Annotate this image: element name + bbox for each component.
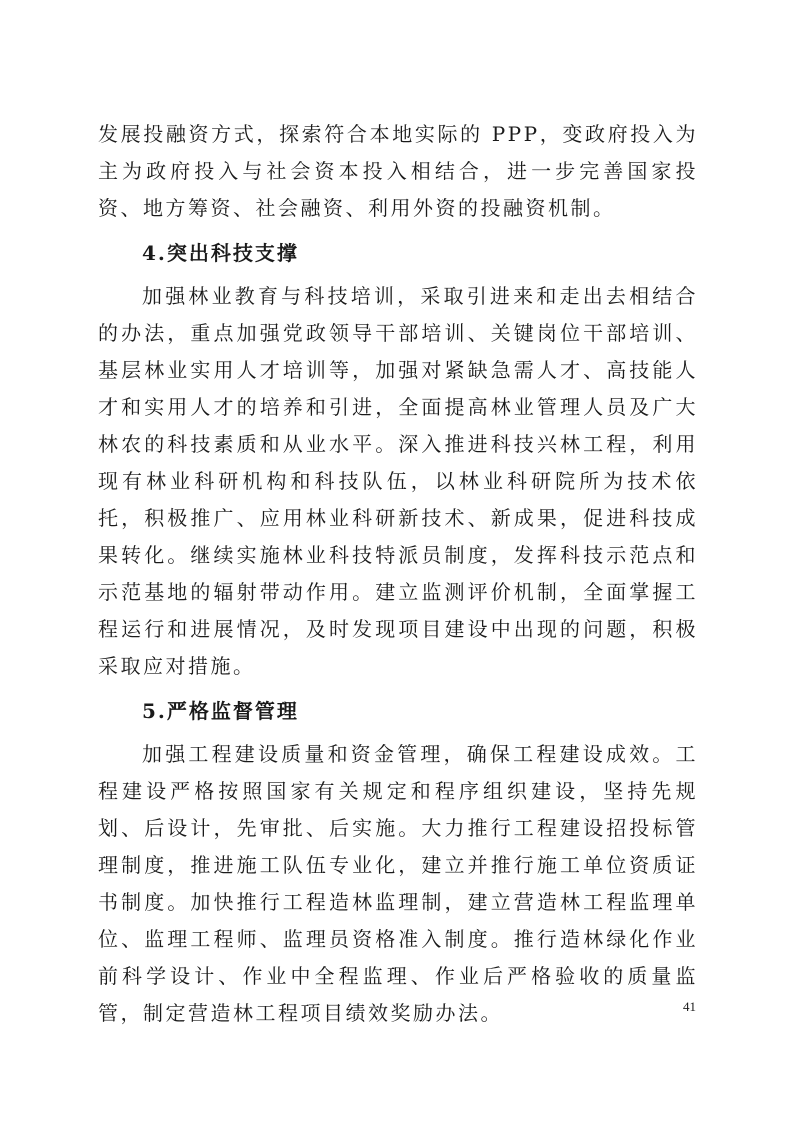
section-heading-tech-support: 4.突出科技支撑 <box>142 241 299 265</box>
page-number: 41 <box>683 999 696 1014</box>
paragraph-supervision: 加强工程建设质量和资金管理，确保工程建设成效。工程建设严格按照国家有关规定和程序组织建设，坚持先规划、后设计，先审批、后实施。大力推行工程建设招投标管理制度，推进施工队伍专业化，建立并推行施工单位资质证书制度。加快推行工程造林监理制，建立营造林工程监理单位、监理工程师、监理员资格准入制度。推行造林绿化作业前科学设计、作业中全程监理、作业后严格验收的质量监管，制定营造林工程项目绩效奖励办法。 <box>98 742 698 1025</box>
paragraph-investment-financing: 发展投融资方式，探索符合本地实际的 PPP，变政府投入为主为政府投入与社会资本投入相结合，进一步完善国家投资、地方筹资、社会融资、利用外资的投融资机制。 <box>98 122 698 220</box>
paragraph-tech-support: 加强林业教育与科技培训，采取引进来和走出去相结合的办法，重点加强党政领导干部培训、关键岗位干部培训、基层林业实用人才培训等，加强对紧缺急需人才、高技能人才和实用人才的培养和引进，全面提高林业管理人员及广大林农的科技素质和从业水平。深入推进科技兴林工程，利用现有林业科研机构和科技队伍，以林业科研院所为技术依托，积极推广、应用林业科研新技术、新成果，促进科技成果转化。继续实施林业科技特派员制度，发挥科技示范点和示范基地的辐射带动作用。建立监测评价机制，全面掌握工程运行和进展情况，及时发现项目建设中出现的问题，积极采取应对措施。 <box>98 284 698 678</box>
section-heading-supervision: 5.严格监督管理 <box>142 699 299 723</box>
document-body <box>98 116 698 1032</box>
